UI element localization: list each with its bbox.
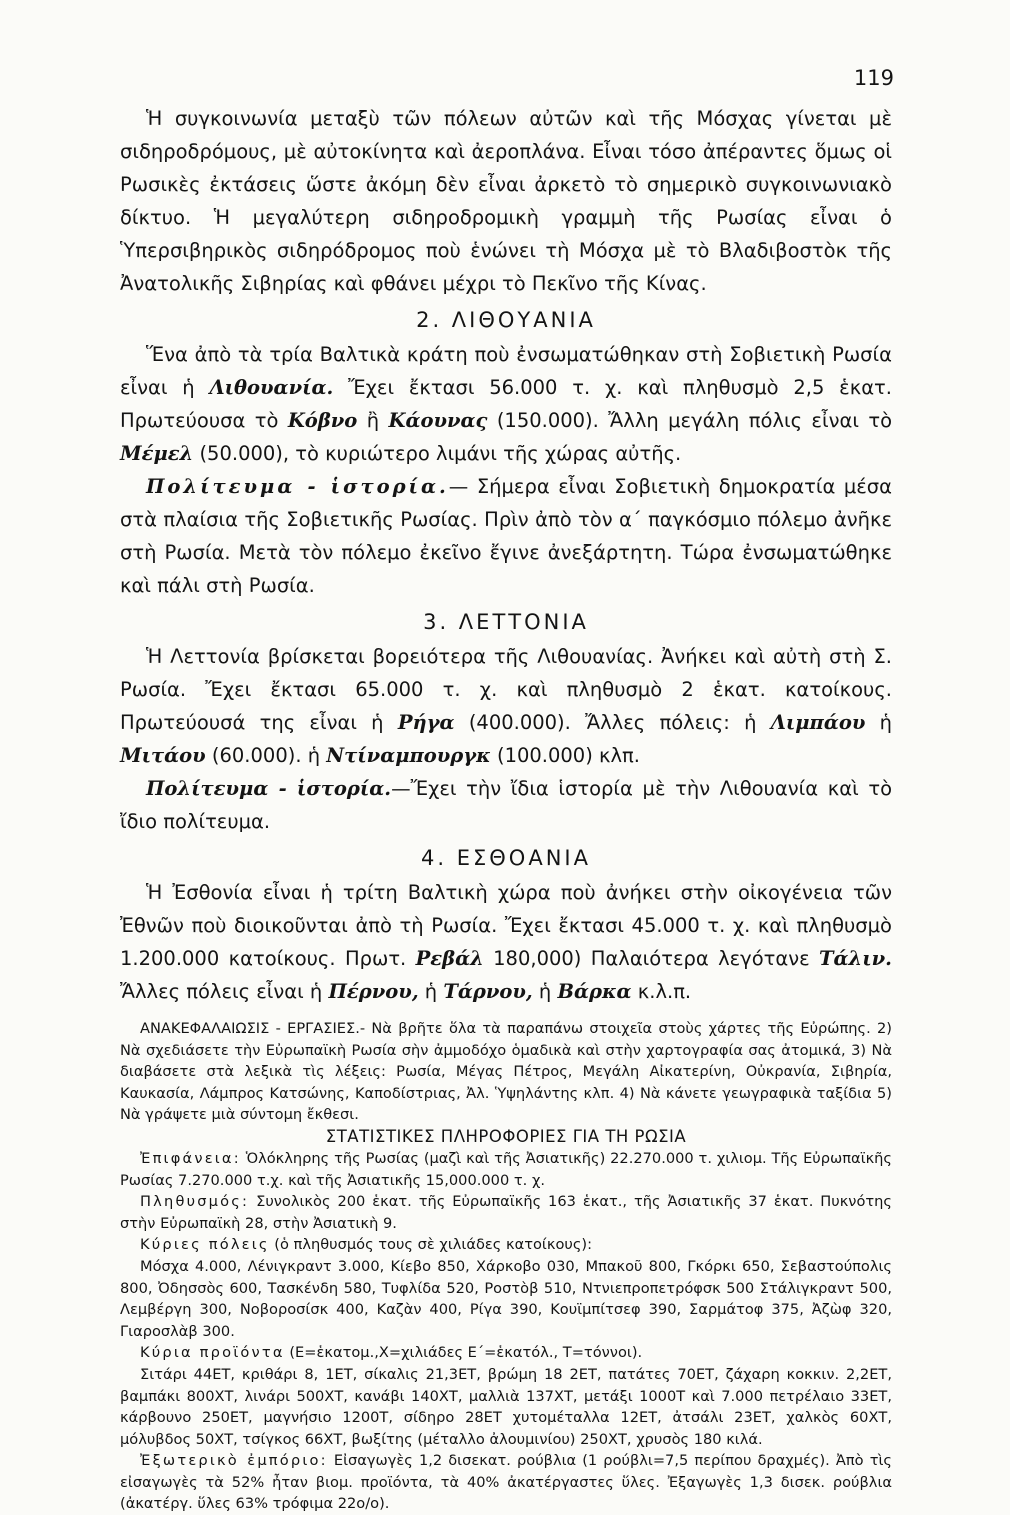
section-heading-latvia: 3. ΛΕΤΤΟΝΙΑ <box>423 610 589 634</box>
intro-paragraph: Ἡ συγκοινωνία μεταξὺ τῶν πόλεων αὐτῶν καὶ τῆς Μόσχας γίνεται μὲ σιδηροδρόμους, μὲ αὐτοκίνητα καὶ ἀεροπλάνα. Εἶναι τόσο ἀπέραντες ὅμως οἱ Ρωσικὲς ἐκτάσεις ὥστε ἀκόμη δὲν εἶναι ἀρκετὸ τὸ σημερικὸ συγκοινωνιακὸ δίκτυο. Ἡ μεγαλύτερη σιδηροδρομικὴ γραμμὴ τῆς Ρωσίας εἶναι ὁ Ὑπερσιβηρικὸς σιδηρόδρομος ποὺ ἑνώνει τὴ Μόσχα μὲ τὸ Βλαδιβοστὸκ τῆς Ἀνατολικῆς Σιβηρίας καὶ φθάνει μέχρι τὸ Πεκῖνο τῆς Κίνας. <box>120 107 892 295</box>
recap-label: ΑΝΑΚΕΦΑΛΑΙΩΣΙΣ - ΕΡΓΑΣΙΕΣ. <box>140 1020 360 1037</box>
section-heading-estonia: 4. ΕΣΘΟΑΝΙΑ <box>421 846 591 870</box>
stats-trade: Ἐξωτερικὸ ἐμπόριο: Εἰσαγωγὲς 1,2 δισεκατ. ρούβλια (1 ρούβλι=7,5 περίπου δραχμές). Ἀπὸ τὶς εἰσαγωγὲς τὰ 52% ἦταν βιομ. προϊόντα, τὰ 40% ἀκατέργαστες ὕλες. Ἐξαγωγὲς 1,3 δισεκ. ρούβλια (ἀκατέργ. ὕλες 63% τρόφιμα 22ο/ο). <box>120 1452 892 1513</box>
stats-cities-heading: Κύριες πόλεις (ὁ πληθυσμός τους σὲ χιλιάδες κατοίκους): <box>140 1236 593 1254</box>
appendix-text <box>120 1018 892 1515</box>
estonia-paragraph: Ἡ Ἐσθονία εἶναι ἡ τρίτη Βαλτικὴ χώρα ποὺ ἀνήκει στὴν οἰκογένεια τῶν Ἐθνῶν ποὺ διοικοῦνται ἀπὸ τὴ Ρωσία. Ἔχει ἔκτασι 45.000 τ. χ. καὶ πληθυσμὸ 1.200.000 κατοίκους. Πρωτ. Ρεβάλ 180,000) Παλαιότερα λεγότανε Τάλιν. Ἄλλες πόλεις εἶναι ἡ Πέρνου, ἡ Τάρνου, ἡ Βάρκα κ.λ.π. <box>120 881 892 1003</box>
stats-population: Πληθυσμός: Συνολικὸς 200 ἑκατ. τῆς Εὐρωπαϊκῆς 163 ἑκατ., τῆς Ἀσιατικῆς 37 ἑκατ. Πυκνότης στὴν Εὐρωπαϊκὴ 28, στὴν Ἀσιατικὴ 9. <box>120 1193 892 1232</box>
latvia-paragraph: Ἡ Λεττονία βρίσκεται βορειότερα τῆς Λιθουανίας. Ἀνήκει καὶ αὐτὴ στὴ Σ. Ρωσία. Ἔχει ἔκτασι 65.000 τ. χ. καὶ πληθυσμὸ 2 ἑκατ. κατοίκους. Πρωτεύουσά της εἶναι ἡ Ρήγα (400.000). Ἄλλες πόλεις: ἡ Λιμπάου ἡ Μιτάου (60.000). ἡ Ντίναμπουργκ (100.000) κλπ. <box>120 645 892 767</box>
stats-products-heading: Κύρια προϊόντα (Ε=ἑκατομ.,Χ=χιλιάδες Ε΄=ἑκατόλ., Τ=τόννοι). <box>140 1344 643 1362</box>
page-number: 119 <box>853 66 894 90</box>
lithuania-history-paragraph: Πολίτευμα - ἱστορία.— Σήμερα εἶναι Σοβιετικὴ δημοκρατία μέσα στὰ πλαίσια τῆς Σοβιετικῆς Ρωσίας. Πρὶν ἀπὸ τὸν α΄ παγκόσμιο πόλεμο ἀνῆκε στὴ Ρωσία. Μετὰ τὸν πόλεμο ἐκεῖνο ἔγινε ἀνεξάρτητη. Τώρα ἐνσωματώθηκε καὶ πάλι στὴ Ρωσία. <box>120 475 892 597</box>
main-text <box>120 102 892 1008</box>
history-label: Πολίτευμα - ἱστορία. <box>146 777 392 800</box>
statistics-title: ΣΤΑΤΙΣΤΙΚΕΣ ΠΛΗΡΟΦΟΡΙΕΣ ΓΙΑ ΤΗ ΡΩΣΙΑ <box>325 1126 687 1146</box>
stats-cities-list: Μόσχα 4.000, Λένιγκραντ 3.000, Κίεβο 850, Χάρκοβο 030, Μπακοῦ 800, Γκόρκι 650, Σεβαστούπολις 800, Ὀδησσὸς 600, Τασκένδη 580, Τυφλίδα 520, Ροστὸβ 510, Ντνιεπροπετρόφσκ 500 Στάλιγκραντ 500, Λεμβέργη 300, Νοβοροσίσκ 400, Καζὰν 400, Ρίγα 390, Κουϊμπίτσεφ 390, Σαρμάτοφ 375, Ἀζὼφ 320, Γιαροσλὰβ 300. <box>120 1257 892 1340</box>
latvia-history-paragraph: Πολίτευμα - ἱστορία.—Ἔχει τὴν ἴδια ἱστορία μὲ τὴν Λιθουανία καὶ τὸ ἴδιο πολίτευμα. <box>120 777 892 833</box>
lithuania-paragraph: Ἕνα ἀπὸ τὰ τρία Βαλτικὰ κράτη ποὺ ἐνσωματώθηκαν στὴ Σοβιετικὴ Ρωσία εἶναι ἡ Λιθουανία. Ἔχει ἔκτασι 56.000 τ. χ. καὶ πληθυσμὸ 2,5 ἑκατ. Πρωτεύουσα τὸ Κόβνο ἢ Κάουνας (150.000). Ἄλλη μεγάλη πόλις εἶναι τὸ Μέμελ (50.000), τὸ κυριώτερο λιμάνι τῆς χώρας αὐτῆς. <box>120 343 892 465</box>
history-label: Πολίτευμα - ἱστορία. <box>146 475 449 498</box>
stats-area: Ἐπιφάνεια: Ὁλόκληρης τῆς Ρωσίας (μαζὶ καὶ τῆς Ἀσιατικῆς) 22.270.000 τ. χιλιομ. Τῆς Εὐρωπαϊκῆς Ρωσίας 7.270.000 τ.χ. καὶ τῆς Ἀσιατικῆς 15,000.000 τ. χ. <box>120 1149 892 1189</box>
stats-products-list: Σιτάρι 44ΕΤ, κριθάρι 8, 1ΕΤ, σίκαλις 21,3ΕΤ, βρώμη 18 2ΕΤ, πατάτες 70ΕΤ, ζάχαρη κοκκιν. 2,2ΕΤ, βαμπάκι 800ΧΤ, λινάρι 500ΧΤ, κανάβι 140ΧΤ, μαλλιὰ 137ΧΤ, μετάξι 1000Τ καὶ 7.000 πετρέλαιο 33ΕΤ, κάρβουνο 250ΕΤ, μαγνήσιο 1200Τ, σίδηρο 28ΕΤ χυτομέταλλα 12ΕΤ, ἀτσάλι 23ΕΤ, χαλκὸς 60ΧΤ, μόλυβδος 50ΧΤ, τσίγκος 66ΧΤ, βωξίτης (μέταλλο ἀλουμινίου) 250ΧΤ, χρυσὸς 180 κιλά. <box>120 1365 892 1448</box>
section-heading-lithuania: 2. ΛΙΘΟΥΑΝΙΑ <box>416 308 596 332</box>
recap-paragraph: ΑΝΑΚΕΦΑΛΑΙΩΣΙΣ - ΕΡΓΑΣΙΕΣ.- Νὰ βρῆτε ὅλα τὰ παραπάνω στοιχεῖα στοὺς χάρτες τῆς Εὐρώπης. 2) Νὰ σχεδιάσετε τὴν Εὐρωπαϊκὴ Ρωσία σὴν ἀμμοδόχο ὁμαδικὰ καὶ στὴν χαρτογραφία σας ἀτομικά, 3) Νὰ διαβάσετε στὰ λεξικὰ τὶς λέξεις: Ρωσία, Μέγας Πέτρος, Μεγάλη Αἰκατερίνη, Οὐκρανία, Σιβηρία, Καυκασία, Λάμπρος Κατσώνης, Καποδίστριας, Ἀλ. Ὑψηλάντης κλπ. 4) Νὰ κάνετε γεωγραφικὰ ταξίδια 5) Νὰ γράψετε μιὰ σύντομη ἔκθεσι. <box>120 1020 892 1124</box>
